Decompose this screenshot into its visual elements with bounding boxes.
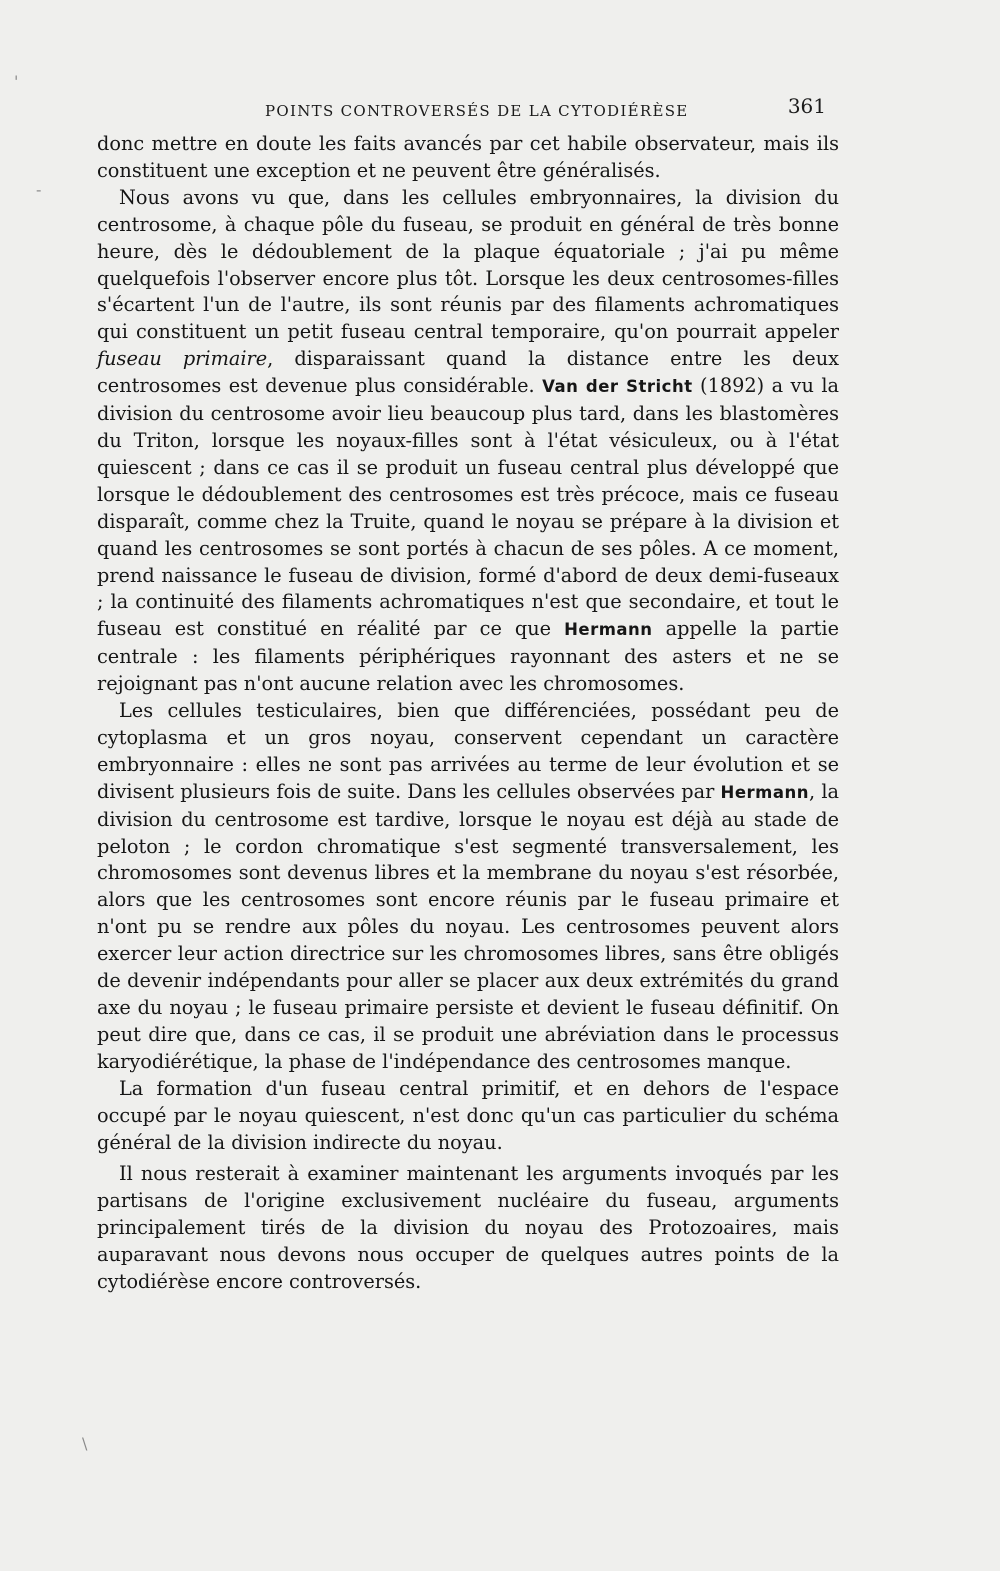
author-name-hermann: Hermann bbox=[564, 620, 653, 640]
page-header bbox=[100, 94, 840, 124]
author-name-van-der-stricht: Van der Stricht bbox=[542, 377, 693, 397]
paragraph-3 bbox=[97, 698, 839, 1076]
paragraph-1 bbox=[97, 131, 839, 185]
paragraph-4 bbox=[97, 1076, 839, 1157]
paragraph-2-text-d: appelle la partie centrale : les filaments périphériques rayonnant des asters et ne se rejoignant pas n'ont aucune relation avec les chromosomes. bbox=[97, 617, 840, 696]
paragraph-2-text-a: Nous avons vu que, dans les cellules embryonnaires, la division du centrosome, à chaque pôle du fuseau, se produit en général de très bonne heure, dès le dédoublement de la plaque équatoriale ; j'ai pu même quelquefois l'observer encore plus tôt. Lorsque les deux centrosomes-filles s'écartent l'un de l'autre, ils sont réunis par des filaments achromatiques qui constituent un petit fuseau central temporaire, qu'on pourrait appeler bbox=[97, 185, 839, 344]
margin-dash-mark: - bbox=[36, 180, 42, 199]
paragraph-2-text-b: , disparaissant quand la distance entre les deux centrosomes est devenue plus considérable. bbox=[97, 347, 839, 398]
margin-tick-mark: ' bbox=[14, 72, 19, 91]
paragraph-2-text-c: (1892) a vu la division du centrosome avoir lieu beaucoup plus tard, dans les blastomères du Triton, lorsque les noyaux-filles sont à l'état vésiculeux, ou à l'état quiescent ; dans ce cas il se produit un fuseau central plus développé que lorsque le dédoublement des centrosomes est très précoce, mais ce fuseau disparaît, comme chez la Truite, quand le noyau se prépare à la division et quand les centrosomes se sont portés à chacun de ses pôles. A ce moment, prend naissance le fuseau de division, formé d'abord de deux demi-fuseaux ; la continuité des filaments achromatiques n'est que secondaire, et tout le fuseau est constitué en réalité par ce que bbox=[97, 374, 839, 641]
term-fuseau-primaire: fuseau primaire bbox=[97, 347, 268, 371]
paragraph-2 bbox=[97, 185, 839, 698]
margin-stroke-mark: \ bbox=[82, 1434, 88, 1453]
paragraph-5 bbox=[97, 1161, 839, 1296]
author-name-hermann-2: Hermann bbox=[720, 782, 810, 802]
running-title: POINTS CONTROVERSÉS DE LA CYTODIÉRÈSE bbox=[265, 102, 689, 120]
paragraph-1-text: donc mettre en doute les faits avancés par cet habile observateur, mais ils constituent une exception et ne peuvent être généralisés. bbox=[97, 132, 839, 182]
paragraph-4-text: La formation d'un fuseau central primitif, et en dehors de l'espace occupé par le noyau quiescent, n'est donc qu'un cas particulier du schéma général de la division indirecte du noyau. bbox=[97, 1076, 839, 1154]
page-number: 361 bbox=[787, 94, 826, 118]
paragraph-3-text-b: , la division du centrosome est tardive, lorsque le noyau est déjà au stade de peloton ; le cordon chromatique s'est segmenté transversalement, les chromosomes sont devenus libres et la membrane du noyau s'est résorbée, alors que les centrosomes sont encore réunis par le fuseau primaire et n'ont pu se rendre aux pôles du noyau. Les centrosomes peuvent alors exercer leur action directrice sur les chromosomes libres, sans être obligés de devenir indépendants pour aller se placer aux deux extrémités du grand axe du noyau ; le fuseau primaire persiste et devient le fuseau définitif. On peut dire que, dans ce cas, il se produit une abréviation dans le processus karyodiérétique, la phase de l'indépendance des centrosomes manque. bbox=[97, 779, 839, 1073]
body-text bbox=[97, 131, 839, 1296]
paragraph-5-text: Il nous resterait à examiner maintenant les arguments invoqués par les partisans de l'origine exclusivement nucléaire du fuseau, arguments principalement tirés de la division du noyau des Protozoaires, mais auparavant nous devons nous occuper de quelques autres points de la cytodiérèse encore controversés. bbox=[97, 1162, 839, 1294]
paragraph-3-text-a: Les cellules testiculaires, bien que différenciées, possédant peu de cytoplasma et un gros noyau, conservent cependant un caractère embryonnaire : elles ne sont pas arrivées au terme de leur évolution et se divisent plusieurs fois de suite. Dans les cellules observées par bbox=[97, 699, 839, 803]
